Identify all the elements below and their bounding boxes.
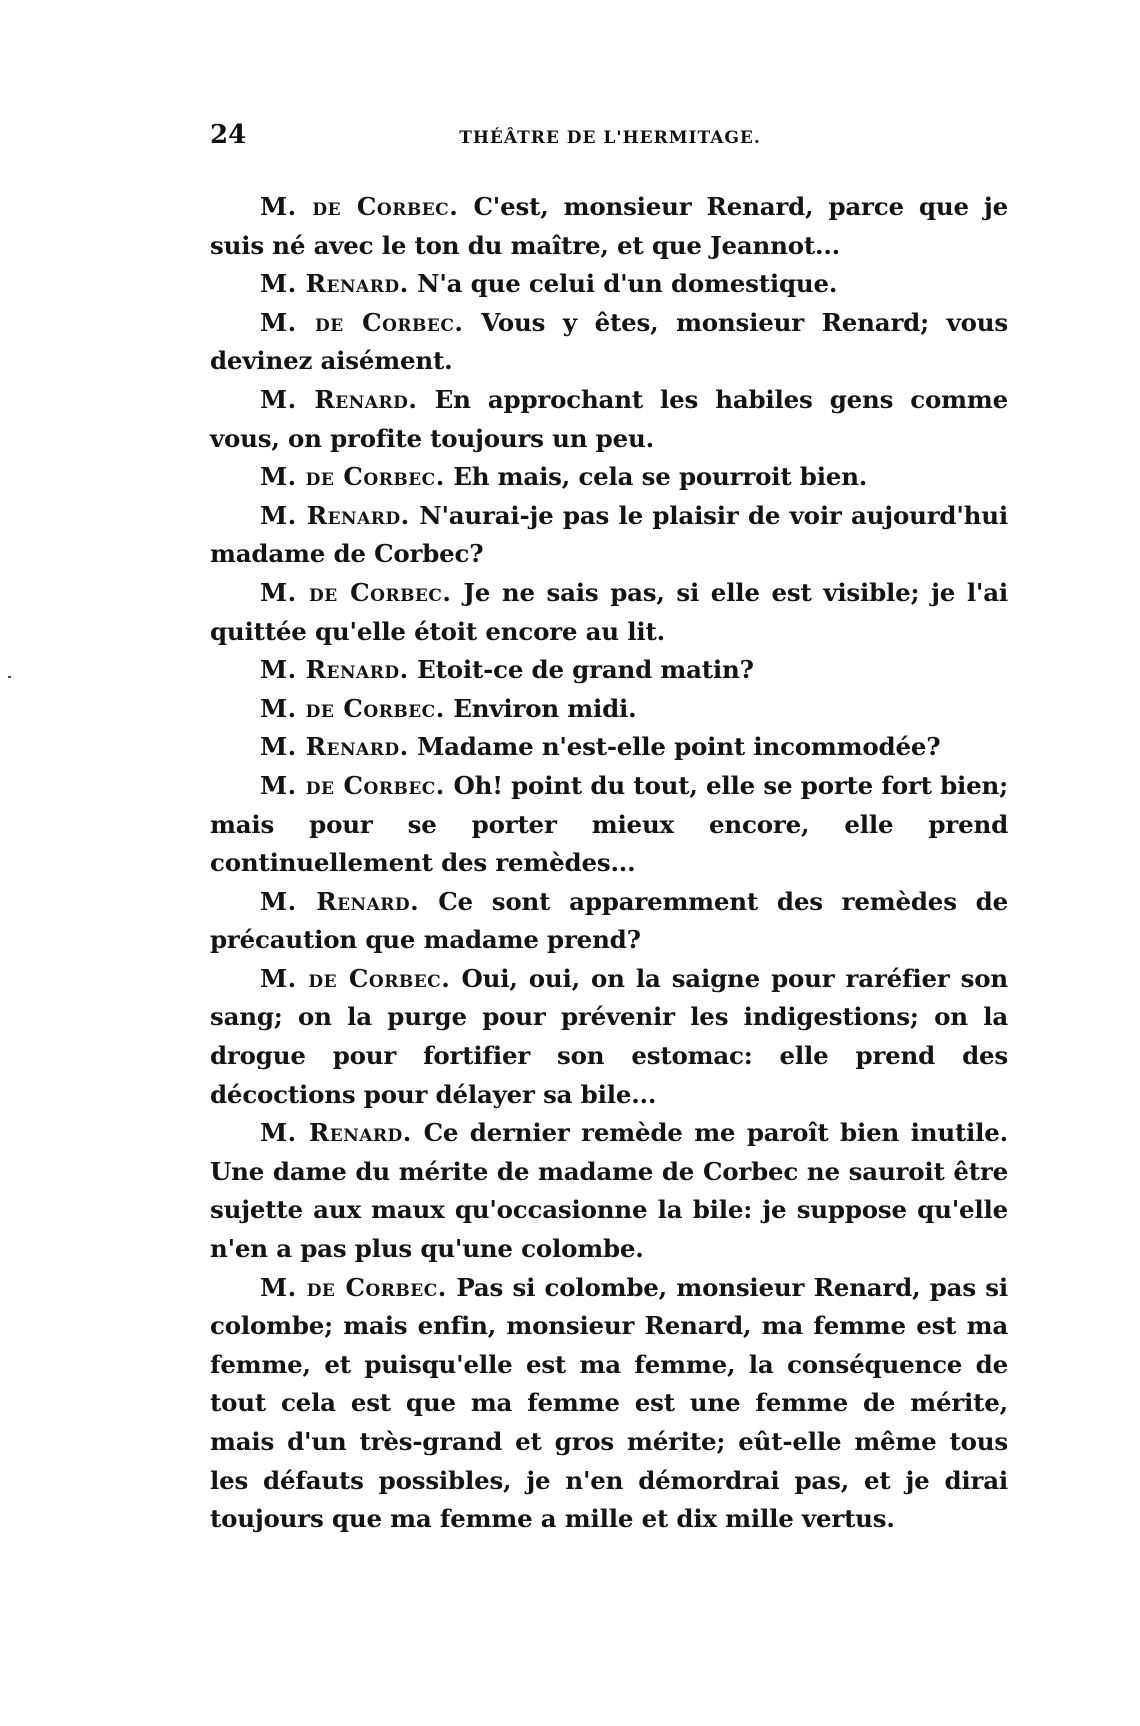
dialogue-line xyxy=(210,188,1008,265)
dialogue-text xyxy=(210,188,1008,1539)
speech-text: N'aurai-je pas le plaisir de voir aujourd'hui madame de Corbec? xyxy=(210,500,1008,569)
page-header xyxy=(210,120,1010,160)
dialogue-line xyxy=(210,883,1008,960)
speech-text: Oui, oui, on la saigne pour raréfier son sang; on la purge pour prévenir les indigestions; on la drogue pour fortifier son estomac: elle prend des décoctions pour délayer sa bile... xyxy=(210,963,1008,1109)
speaker-name: M. de Corbec. xyxy=(260,693,445,723)
dialogue-line xyxy=(210,767,1008,883)
dialogue-line xyxy=(210,690,1008,729)
speech-text: Pas si colombe, monsieur Renard, pas si colombe; mais enfin, monsieur Renard, ma femme est ma femme, et puisqu'elle est ma femme, la conséquence de tout cela est que ma femme est une femme de mérite, mais d'un très-grand et gros mérite; eût-elle même tous les défauts possibles, je n'en démordrai pas, et je dirai toujours que ma femme a mille et dix mille vertus. xyxy=(210,1272,1008,1534)
dialogue-line xyxy=(210,458,1008,497)
speech-text: En approchant les habiles gens comme vous, on profite toujours un peu. xyxy=(210,384,1008,453)
speaker-name: M. de Corbec. xyxy=(260,192,459,221)
speech-text: N'a que celui d'un domestique. xyxy=(417,269,838,299)
speech-text: Oh! point du tout, elle se porte fort bien; mais pour se porter mieux encore, elle prend continuellement des remèdes... xyxy=(210,770,1009,878)
speaker-name: M. Renard. xyxy=(260,269,409,299)
speaker-name: M. Renard. xyxy=(260,732,409,762)
dialogue-line xyxy=(210,960,1008,1114)
dialogue-line xyxy=(210,381,1008,458)
speech-text: Madame n'est-elle point incommodée? xyxy=(417,732,941,762)
dialogue-line xyxy=(210,728,1008,767)
speech-text: Ce dernier remède me paroît bien inutile. Une dame du mérite de madame de Corbec ne sauroit être sujette aux maux qu'occasionne la bile: je suppose qu'elle n'en a pas plus qu'une colombe. xyxy=(210,1118,1008,1264)
speech-text: C'est, monsieur Renard, parce que je suis né avec le ton du maître, et que Jeannot... xyxy=(210,192,1008,260)
speech-text: Ce sont apparemment des remèdes de précaution que madame prend? xyxy=(210,886,1008,955)
speaker-name: M. de Corbec. xyxy=(260,1272,447,1302)
dialogue-line xyxy=(210,497,1008,574)
speaker-name: M. Renard. xyxy=(260,655,409,685)
speaker-name: M. de Corbec. xyxy=(260,770,445,800)
scan-speck xyxy=(8,676,11,678)
speaker-name: M. Renard. xyxy=(260,500,410,530)
speaker-name: M. Renard. xyxy=(260,384,418,414)
running-title: THÉÂTRE DE L'HERMITAGE. xyxy=(459,128,761,148)
speech-text: Vous y êtes, monsieur Renard; vous devinez aisément. xyxy=(210,307,1008,376)
speaker-name: M. Renard. xyxy=(260,1118,412,1148)
speech-text: Environ midi. xyxy=(453,693,637,723)
speaker-name: M. de Corbec. xyxy=(260,577,452,607)
page-number: 24 xyxy=(210,120,247,150)
speech-text: Eh mais, cela se pourroit bien. xyxy=(453,462,868,492)
speaker-name: M. de Corbec. xyxy=(260,462,445,492)
dialogue-line xyxy=(210,574,1008,651)
dialogue-line xyxy=(210,304,1008,381)
speech-text: Je ne sais pas, si elle est visible; je l'ai quittée qu'elle étoit encore au lit. xyxy=(210,577,1009,646)
dialogue-line xyxy=(210,265,1008,304)
dialogue-line xyxy=(210,1114,1008,1268)
speaker-name: M. Renard. xyxy=(260,886,420,916)
speaker-name: M. de Corbec. xyxy=(260,963,451,993)
dialogue-line xyxy=(210,651,1008,690)
dialogue-line xyxy=(210,1269,1008,1539)
speaker-name: M. de Corbec. xyxy=(260,307,464,337)
speech-text: Etoit-ce de grand matin? xyxy=(417,655,754,685)
